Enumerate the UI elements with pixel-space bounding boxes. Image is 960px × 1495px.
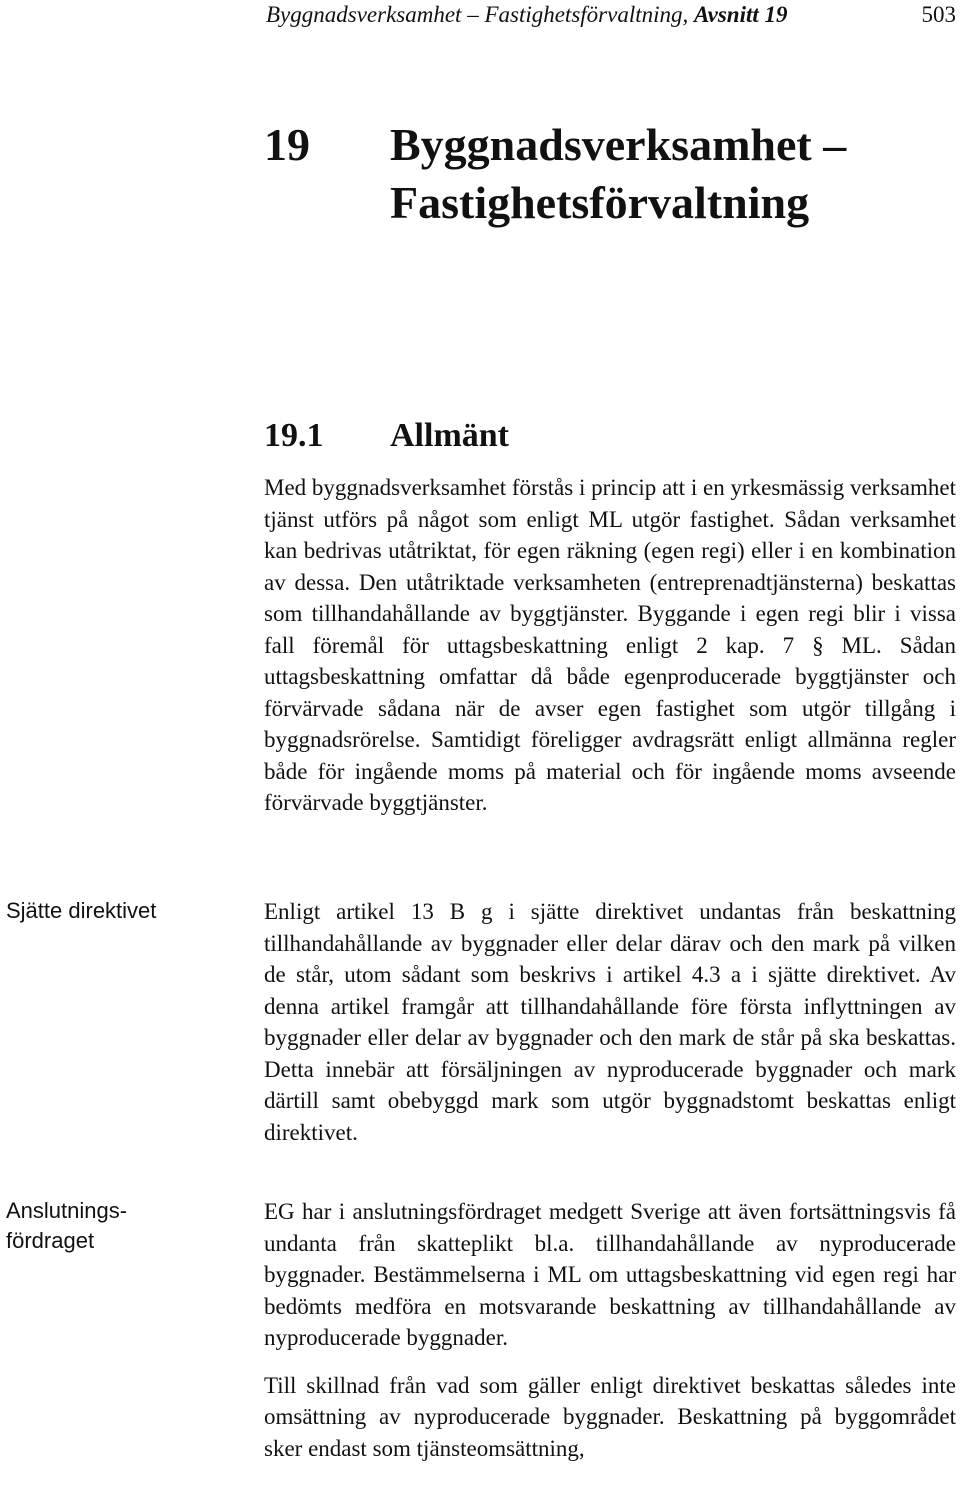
margin-note-sixth-directive: Sjätte direktivet [6,898,157,923]
page-number: 503 [921,2,956,27]
section-heading [264,414,509,458]
body-text-accession [264,1196,956,1480]
section-number: 19.1 [264,417,324,454]
header-section-label: Avsnitt 19 [694,2,788,27]
margin-note-accession-line1: Anslutnings- [6,1198,128,1223]
chapter-title-line2: Fastighetsförvaltning [390,177,810,228]
body-text-directive [264,896,956,1164]
running-header [266,0,956,30]
paragraph-definition: Med byggnadsverksamhet förstås i princip att i en yrkesmässig verksamhet tjänst utförs på något som enligt ML utgör fastighet. Sådan verksamhet kan bedrivas utåtriktat, för egen räkning (egen regi) eller i en kombination av dessa. Den utåtriktade verksamheten (entreprenadtjänsterna) beskattas som tillhandahållande av byggtjänster. Byggande i egen regi blir i vissa fall föremål för uttagsbeskattning enligt 2 kap. 7 § ML. Sådan uttagsbeskattning omfattar då både egenproducerade byggtjänster och förvärvade sådana när de avser egen fastighet som utgör tillgång i byggnadsrörelse. Samtidigt föreligger avdragsrätt enligt allmänna regler både för ingående moms på material och för ingående moms avseende förvärvade byggtjänster. [264,475,956,815]
header-title: Byggnadsverksamhet – Fastighetsförvaltning, [266,2,689,27]
chapter-heading [264,116,846,232]
chapter-title [390,116,846,232]
margin-note-accession-treaty [6,1196,206,1256]
section-title: Allmänt [390,417,509,454]
body-text-intro [264,472,956,835]
paragraph-sixth-directive: Enligt artikel 13 B g i sjätte direktivet undantas från beskattning tillhandahållande av byggnader eller delar därav och den mark på vilken de står, utom sådant som beskrivs i artikel 4.3 a i sjätte direktivet. Av denna artikel framgår att tillhandahållande före första inflyttningen av byggnader eller delar av byggnader och den mark de står på ska beskattas. Detta innebär att försäljningen av nyproducerade byggnader och mark därtill samt obebyggd mark som utgör byggnadstomt beskattas enligt direktivet. [264,899,956,1145]
chapter-number: 19 [264,119,310,170]
paragraph-difference: Till skillnad från vad som gäller enligt direktivet beskattas således inte omsättning av nyproducerade byggnader. Beskattning på byggområdet sker endast som tjänsteomsättning, [264,1372,956,1461]
paragraph-accession-treaty: EG har i anslutningsfördraget medgett Sverige att även fortsättningsvis få undanta från skatteplikt bl.a. tillhandahållande av nyproducerade byggnader. Bestämmelserna i ML om uttagsbeskattning vid egen regi har bedömts medföra en motsvarande beskattning av tillhandahållande av nyproducerade byggnader. [264,1199,956,1350]
chapter-title-line1: Byggnadsverksamhet – [390,119,847,170]
margin-note-accession-line2: fördraget [6,1228,95,1253]
